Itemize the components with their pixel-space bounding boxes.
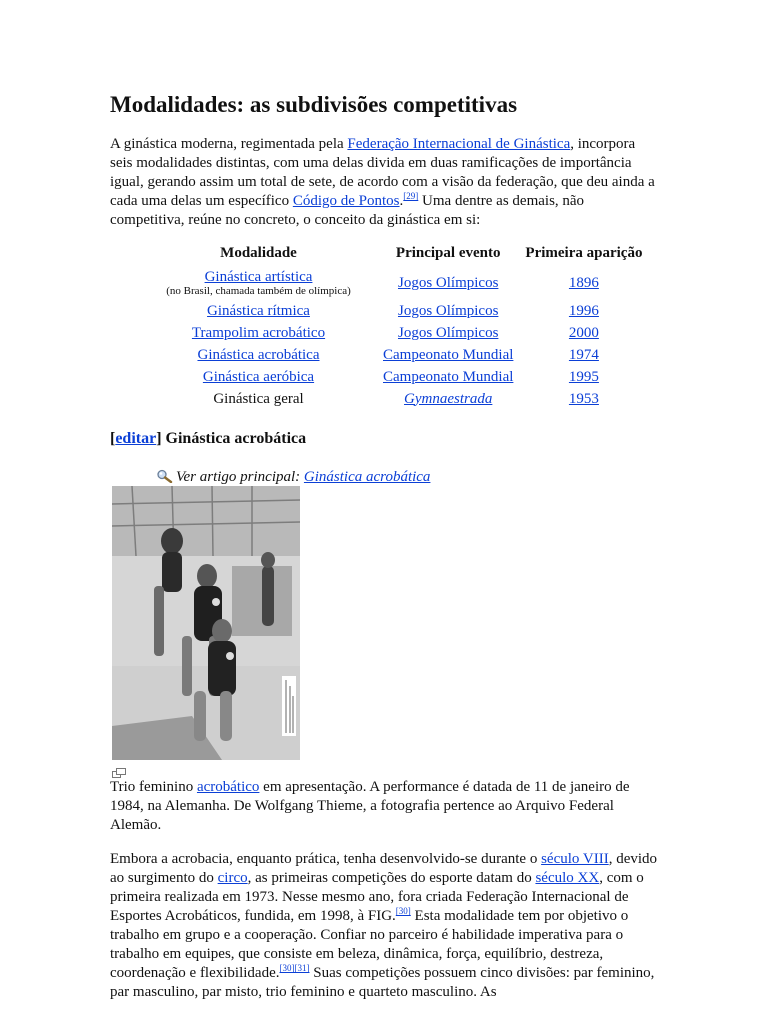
- table-row: [140, 300, 648, 322]
- evento-link[interactable]: Gymnaestrada: [404, 390, 493, 407]
- evento-link[interactable]: Campeonato Mundial: [383, 346, 514, 363]
- page-heading: Modalidades: as subdivisões competitivas: [110, 92, 518, 117]
- main-article-link[interactable]: Ginástica acrobática: [303, 469, 431, 485]
- ano-link[interactable]: 2000: [568, 324, 599, 341]
- acrobatic-trio-photo[interactable]: [112, 486, 300, 760]
- ano-link[interactable]: 1995: [568, 368, 599, 385]
- modalidade-link[interactable]: Ginástica aeróbica: [202, 368, 315, 385]
- header-modalidade: Modalidade: [220, 244, 297, 261]
- link-fig[interactable]: Federação Internacional de Ginástica: [347, 136, 571, 152]
- table-row: [140, 344, 648, 366]
- intro-paragraph: A ginástica moderna, regimentada pela Federação Internacional de Ginástica, incorpora seis modalidades distintas, com uma delas divida em duas ramificações de importância igual, gerando assim um total de sete, de acordo com a visão da federação, que deu ainda a cada uma delas um específico Código de Pontos.[29] Uma dentre as demais, não competitiva, reúne no concreto, o conceito da ginástica em si:: [110, 136, 655, 228]
- evento-link[interactable]: Jogos Olímpicos: [397, 324, 499, 341]
- table-row: [140, 366, 648, 388]
- link-circo[interactable]: circo: [217, 870, 248, 886]
- modalities-table: [140, 244, 648, 410]
- link-seculo-xx[interactable]: século XX: [535, 870, 600, 886]
- table-header-row: [140, 244, 648, 266]
- modalidade-note: (no Brasil, chamada também de olímpica): [166, 284, 351, 297]
- ano-link[interactable]: 1896: [568, 274, 599, 291]
- link-acrobatico[interactable]: acrobático: [196, 779, 260, 795]
- ano-link[interactable]: 1974: [568, 346, 599, 363]
- modalidade-link[interactable]: Trampolim acrobático: [191, 324, 326, 341]
- table-row: [140, 322, 648, 344]
- modalidade-link[interactable]: Ginástica rítmica: [207, 302, 310, 319]
- link-seculo-viii[interactable]: século VIII: [541, 851, 609, 867]
- section-heading: [editar] Ginástica acrobática: [110, 430, 307, 447]
- ref-29[interactable]: [29]: [403, 191, 419, 201]
- ref-30-31[interactable]: [30][31]: [279, 963, 310, 973]
- see-main-article: Ver artigo principal: Ginástica acrobática: [156, 469, 430, 488]
- body-paragraph: Embora a acrobacia, enquanto prática, tenha desenvolvido-se durante o século VIII, devido ao surgimento do circo, as primeiras competições do esporte datam do século XX, com o primeira realizada em 1973. Nesse mesmo ano, fora criada Federação Internacional de Esportes Acrobáticos, fundida, em 1998, à FIG.[30] Esta modalidade tem por objetivo o trabalho em grupo e a cooperação. Confiar no parceiro é habilidade imperativa para o trabalho em equipes, que consiste em beleza, dinâmica, força, equilíbrio, destreza, coordenação e flexibilidade.[30][31] Suas competições possuem cinco divisões: par feminino, par masculino, par misto, trio feminino e quarteto masculino. As: [110, 851, 658, 1000]
- link-codigo-de-pontos[interactable]: Código de Pontos: [292, 193, 400, 209]
- header-principal-evento: Principal evento: [395, 244, 501, 261]
- ano-link[interactable]: 1996: [568, 302, 599, 319]
- evento-link[interactable]: Campeonato Mundial: [383, 368, 514, 385]
- modalidade-link[interactable]: Ginástica acrobática: [197, 346, 320, 363]
- table-row: [140, 388, 648, 410]
- header-primeira-aparicao: Primeira aparição: [525, 244, 643, 261]
- edit-section-link[interactable]: editar: [115, 430, 157, 447]
- ref-30[interactable]: [30]: [395, 906, 411, 916]
- modalidade-link[interactable]: Ginástica artística: [204, 268, 313, 285]
- modalidade-text: Ginástica geral: [213, 390, 304, 407]
- table-row: [140, 266, 648, 300]
- photo-caption: Trio feminino acrobático em apresentação. A performance é datada de 11 de janeiro de 1984, na Alemanha. De Wolfgang Thieme, a fotografia pertence ao Arquivo Federal Alemão.: [110, 779, 630, 833]
- evento-link[interactable]: Jogos Olímpicos: [397, 302, 499, 319]
- evento-link[interactable]: Jogos Olímpicos: [397, 274, 499, 291]
- ano-link[interactable]: 1953: [568, 390, 599, 407]
